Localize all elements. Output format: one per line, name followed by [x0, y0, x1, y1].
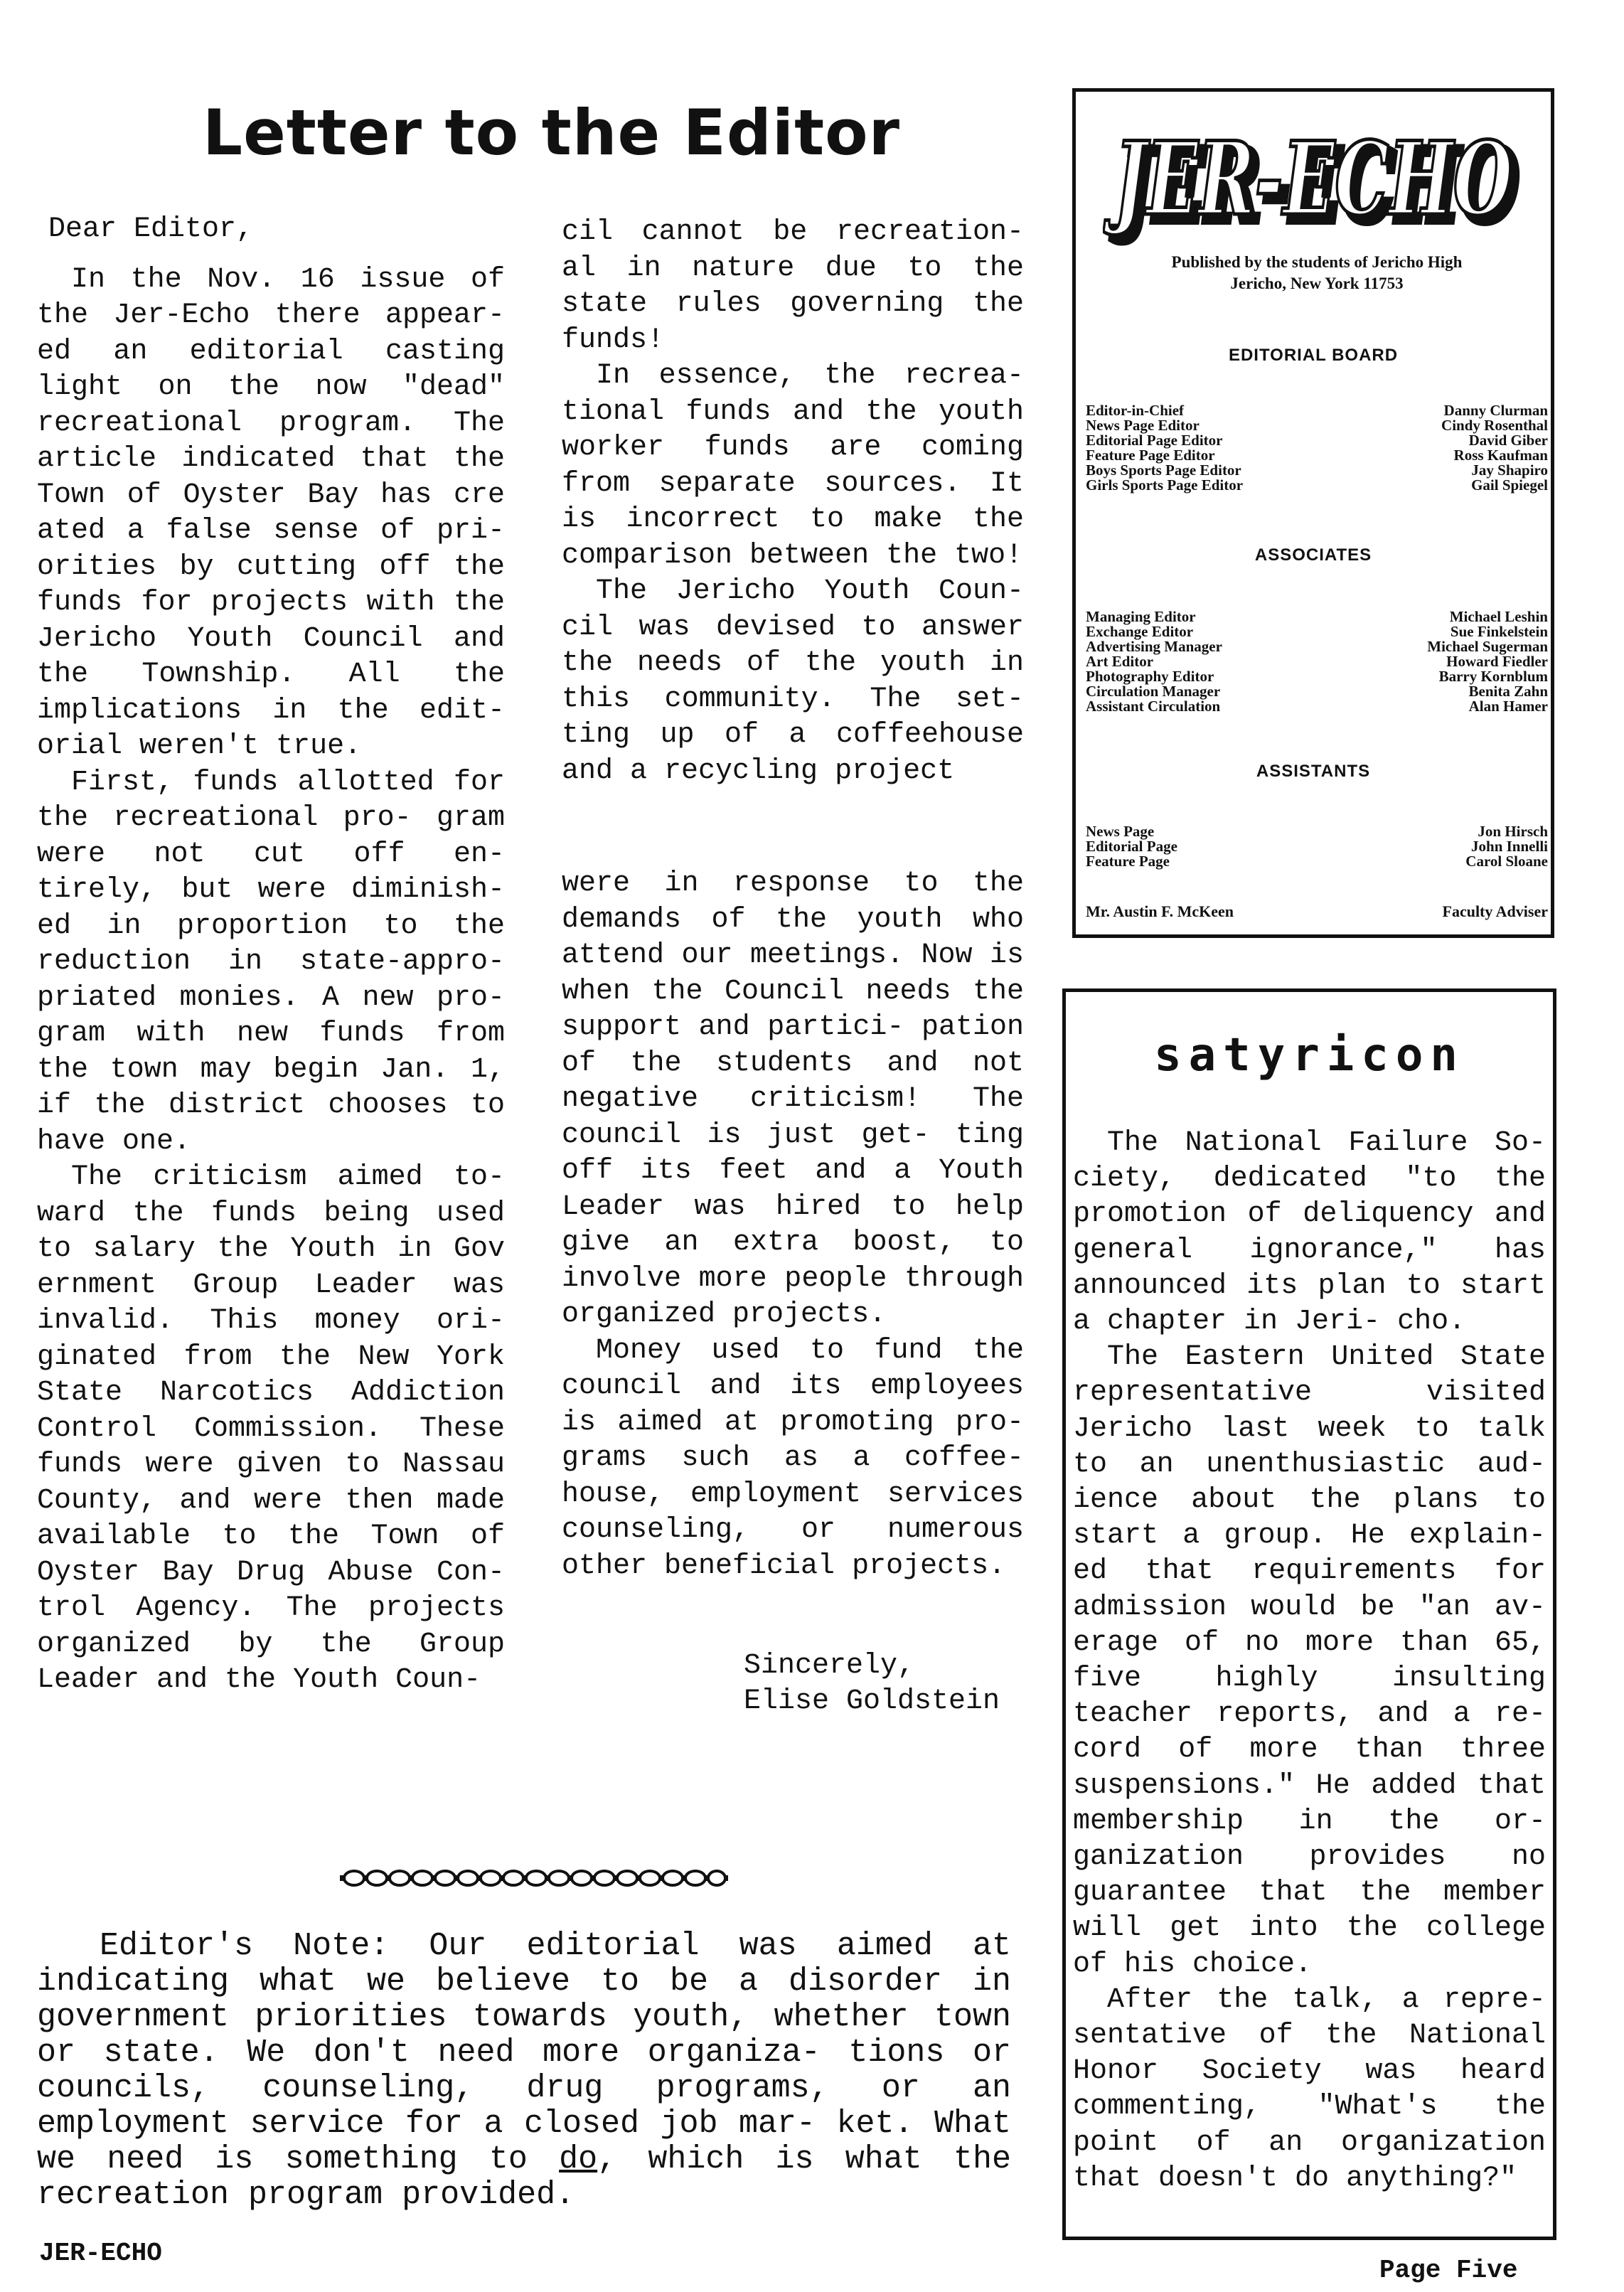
- letter-paragraph: cil cannot be recreation- al in nature due to the state rules governing the funds!: [562, 216, 1024, 356]
- svg-text:JER-ECHO: JER-ECHO: [1103, 122, 1512, 238]
- staff-row: Circulation Manager Benita Zahn: [1086, 683, 1548, 700]
- letter-paragraph: In the Nov. 16 issue of the Jer-Echo there appear- ed an editorial casting light on the now "dead" recreational program. The article indicated that the Town of Oyster Bay has cre ated a false sense of pri- orities by cutting off the funds for projects with the Jericho Youth Council and the Township. All the implications in the edit- orial weren't true.: [37, 263, 505, 762]
- letter-closing: Sincerely,: [744, 1650, 915, 1682]
- tagline-line: Jericho, New York 11753: [1230, 274, 1404, 292]
- staff-row: Girls Sports Page Editor Gail Spiegel: [1086, 476, 1548, 494]
- assistants-heading: ASSISTANTS: [1256, 762, 1371, 781]
- staff-row: Advertising Manager Michael Sugerman: [1086, 638, 1548, 655]
- staff-row: Feature Page Carol Sloane: [1086, 853, 1548, 870]
- satyricon-paragraph: The Eastern United State representative visited Jericho last week to talk to an unenthusiastic aud- ience about the plans to start a group. He explain- ed that requirements for admission would be "an av- erage of no more than 65, five highly insulting teacher reports, and a re- cord of more than three suspensions." He added that membership in the or- ganization provides no guarantee that the member will get into the college of his choice.: [1073, 1341, 1546, 1981]
- svg-text:JER-ECHO: JER-ECHO: [1110, 127, 1519, 245]
- satyricon-paragraph: The National Failure So- ciety, dedicated "to the promotion of deliquency and general ignorance," has announced its plan to start a chapter in Jeri- cho.: [1073, 1127, 1546, 1338]
- letter-paragraph: In essence, the recrea- tional funds and the youth worker funds are coming from separate sources. It is incorrect to make the comparison between the two!: [562, 360, 1024, 572]
- letter-paragraph: were in response to the demands of the youth who attend our meetings. Now is when the Council needs the support and partici- pation of the students and not negative criticism! The council is just get- ting off its feet and a Youth Leader was hired to help give an extra boost, to involve more people through organized projects.: [562, 868, 1024, 1331]
- staff-row: News Page Editor Cindy Rosenthal: [1086, 417, 1548, 434]
- tagline-line: Published by the students of Jericho High: [1171, 253, 1463, 271]
- staff-row: Feature Page Editor Ross Kaufman: [1086, 447, 1548, 464]
- staff-row: Boys Sports Page Editor Jay Shapiro: [1086, 462, 1548, 479]
- editors-note-emphasis: do: [559, 2141, 598, 2178]
- satyricon-box: [1062, 988, 1556, 2240]
- staff-row: News Page Jon Hirsch: [1086, 823, 1548, 840]
- faculty-adviser-row: [1086, 902, 1548, 921]
- letter-column-1: [37, 212, 505, 1699]
- editors-note-part: Editor's Note: Our editorial was aimed at indicating what we believe to be a disorder in government priorities towards youth, whether town or state. We don't need more organiza- tions or councils, counseling, drug programs, or an employment service for a closed job mar- ket. What we need is something to: [37, 1928, 1011, 2178]
- staff-row: Managing Editor Michael Leshin: [1086, 608, 1548, 625]
- adviser-role: Faculty Adviser: [1442, 902, 1548, 920]
- letter-paragraph: The Jericho Youth Coun- cil was devised to answer the needs of the youth in this community. The set- ting up of a coffeehouse and a recycling project: [562, 575, 1024, 787]
- letter-paragraph: First, funds allotted for the recreational pro- gram were not cut off en- tirely, but were diminish- ed in proportion to the reduction in state-appro- priated monies. A new pro- gram with new funds from the town may begin Jan. 1, if the district chooses to have one.: [37, 766, 505, 1158]
- staff-row: Editor-in-Chief Danny Clurman: [1086, 402, 1548, 419]
- editorial-board-heading: EDITORIAL BOARD: [1228, 346, 1399, 365]
- letter-column-2-continued: [562, 866, 1024, 1584]
- editors-note-part: , which is what the recreation program provided.: [37, 2141, 1012, 2213]
- associates-heading: ASSOCIATES: [1254, 545, 1372, 565]
- letter-signature: Elise Goldstein: [744, 1685, 1000, 1717]
- footer-page-number: Page Five: [1379, 2256, 1518, 2285]
- satyricon-body: [1073, 1126, 1546, 2197]
- staff-row: Editorial Page Editor David Giber: [1086, 432, 1548, 449]
- letter-paragraph: The criticism aimed to- ward the funds being used to salary the Youth in Gov ernment Group Leader was invalid. This money ori- ginated from the New York State Narcotics Addiction Control Commission. These funds were given to Nassau County, and were then made available to the Town of Oyster Bay Drug Abuse Con- trol Agency. The projects organized by the Group Leader and the Youth Coun-: [37, 1161, 505, 1696]
- headline: Letter to the Editor: [203, 96, 900, 169]
- footer-publication-name: JER-ECHO: [39, 2239, 162, 2268]
- staff-row: Assistant Circulation Alan Hamer: [1086, 698, 1548, 715]
- satyricon-paragraph: After the talk, a repre- sentative of the National Honor Society was heard commenting, "What's the point of an organization that doesn't do anything?": [1073, 1983, 1546, 2195]
- staff-row: Art Editor Howard Fiedler: [1086, 653, 1548, 670]
- editors-note-text: [37, 1929, 1011, 2213]
- staff-row: Editorial Page John Innelli: [1086, 838, 1548, 855]
- letter-column-2: [562, 215, 1024, 789]
- editorial-board-list: [1086, 403, 1548, 493]
- masthead-box: [1072, 88, 1554, 938]
- masthead-logo: [1103, 122, 1529, 264]
- assistants-list: [1086, 824, 1548, 869]
- associates-list: [1086, 609, 1548, 714]
- letter-salutation: Dear Editor,: [48, 213, 254, 245]
- editors-note: [37, 1929, 1011, 2213]
- letter-paragraph: Money used to fund the council and its employees is aimed at promoting pro- grams such as a coffee- house, employment services counseling, or numerous other beneficial projects.: [562, 1334, 1024, 1582]
- letter-signoff: [744, 1648, 1000, 1720]
- satyricon-title: satyricon: [1154, 1029, 1465, 1082]
- chain-divider: [340, 1866, 728, 1890]
- staff-row: Exchange Editor Sue Finkelstein: [1086, 623, 1548, 640]
- masthead-tagline: [1086, 252, 1548, 294]
- staff-row: Photography Editor Barry Kornblum: [1086, 668, 1548, 685]
- adviser-name: Mr. Austin F. McKeen: [1086, 902, 1234, 920]
